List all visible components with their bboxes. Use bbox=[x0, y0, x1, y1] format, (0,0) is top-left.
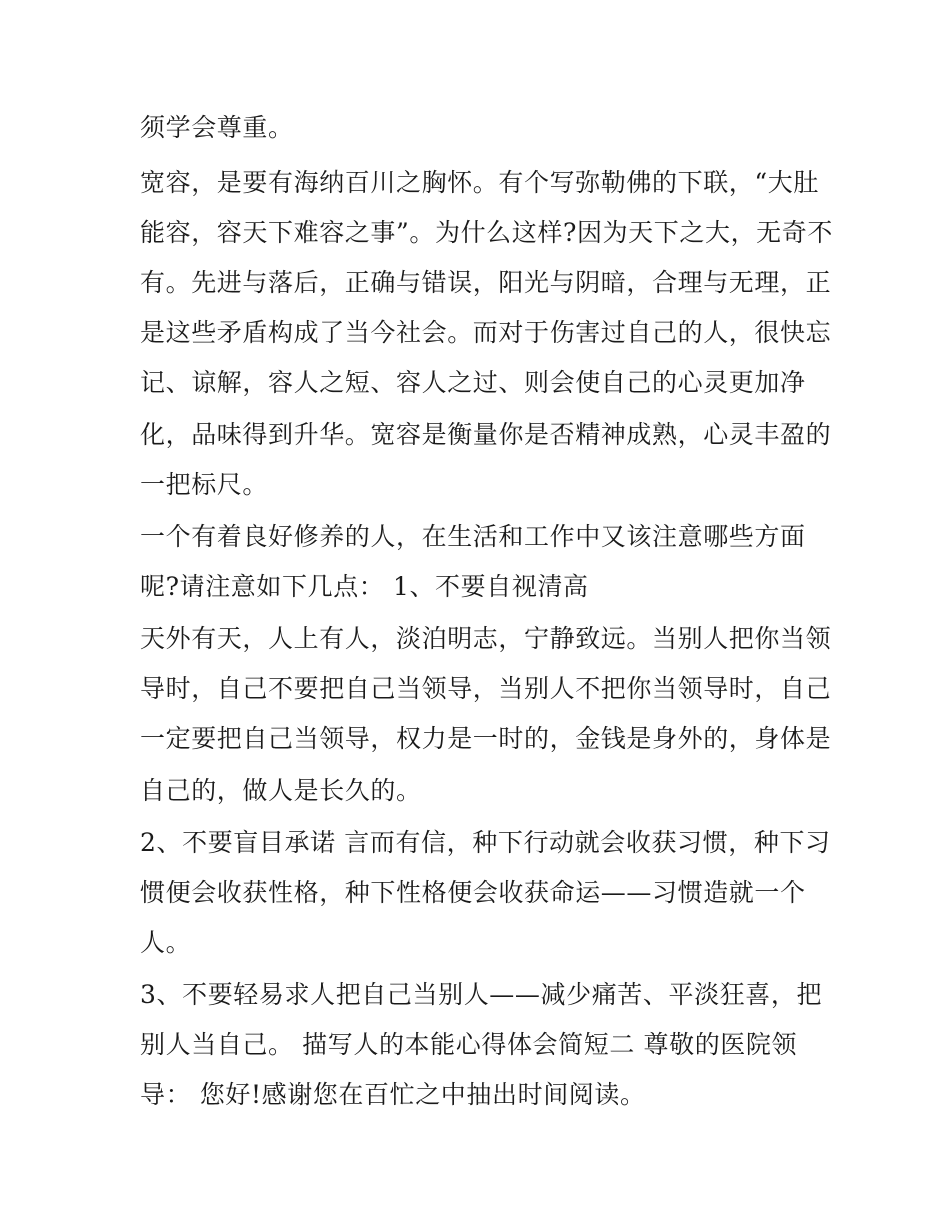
text-line: 3、不要轻易求人把自己当别人——减少痛苦、平淡狂喜，把 bbox=[140, 980, 823, 1009]
text-line: 2、不要盲目承诺 言而有信，种下行动就会收获习惯，种下习 bbox=[140, 828, 831, 857]
text-line: 宽容，是要有海纳百川之胸怀。有个写弥勒佛的下联，“大肚 bbox=[140, 168, 819, 197]
text-line: 呢?请注意如下几点： 1、不要自视清高 bbox=[140, 572, 589, 601]
text-line: 化，品味得到升华。宽容是衡量你是否精神成熟，心灵丰盈的 bbox=[140, 420, 832, 449]
text-line: 一把标尺。 bbox=[140, 470, 269, 499]
text-line: 一个有着良好修养的人，在生活和工作中又该注意哪些方面 bbox=[140, 522, 806, 551]
text-line: 人。 bbox=[140, 928, 192, 957]
text-line: 惯便会收获性格，种下性格便会收获命运——习惯造就一个 bbox=[140, 878, 806, 907]
text-line: 天外有天，人上有人，淡泊明志，宁静致远。当别人把你当领 bbox=[140, 624, 832, 653]
text-line: 导时，自己不要把自己当领导，当别人不把你当领导时，自己 bbox=[140, 674, 832, 703]
text-line: 记、谅解，容人之短、容人之过、则会使自己的心灵更加净 bbox=[140, 368, 806, 397]
text-line: 一定要把自己当领导，权力是一时的，金钱是身外的，身体是 bbox=[140, 724, 832, 753]
text-line: 须学会尊重。 bbox=[140, 113, 294, 142]
text-line: 导： 您好!感谢您在百忙之中抽出时间阅读。 bbox=[140, 1080, 646, 1109]
text-line: 自己的，做人是长久的。 bbox=[140, 776, 422, 805]
text-line: 能容，容天下难容之事”。为什么这样?因为天下之大，无奇不 bbox=[140, 218, 833, 247]
text-line: 是这些矛盾构成了当今社会。而对于伤害过自己的人，很快忘 bbox=[140, 318, 832, 347]
text-line: 有。先进与落后，正确与错误，阳光与阴暗，合理与无理，正 bbox=[140, 268, 832, 297]
text-line: 别人当自己。 描写人的本能心得体会简短二 尊敬的医院领 bbox=[140, 1030, 798, 1059]
